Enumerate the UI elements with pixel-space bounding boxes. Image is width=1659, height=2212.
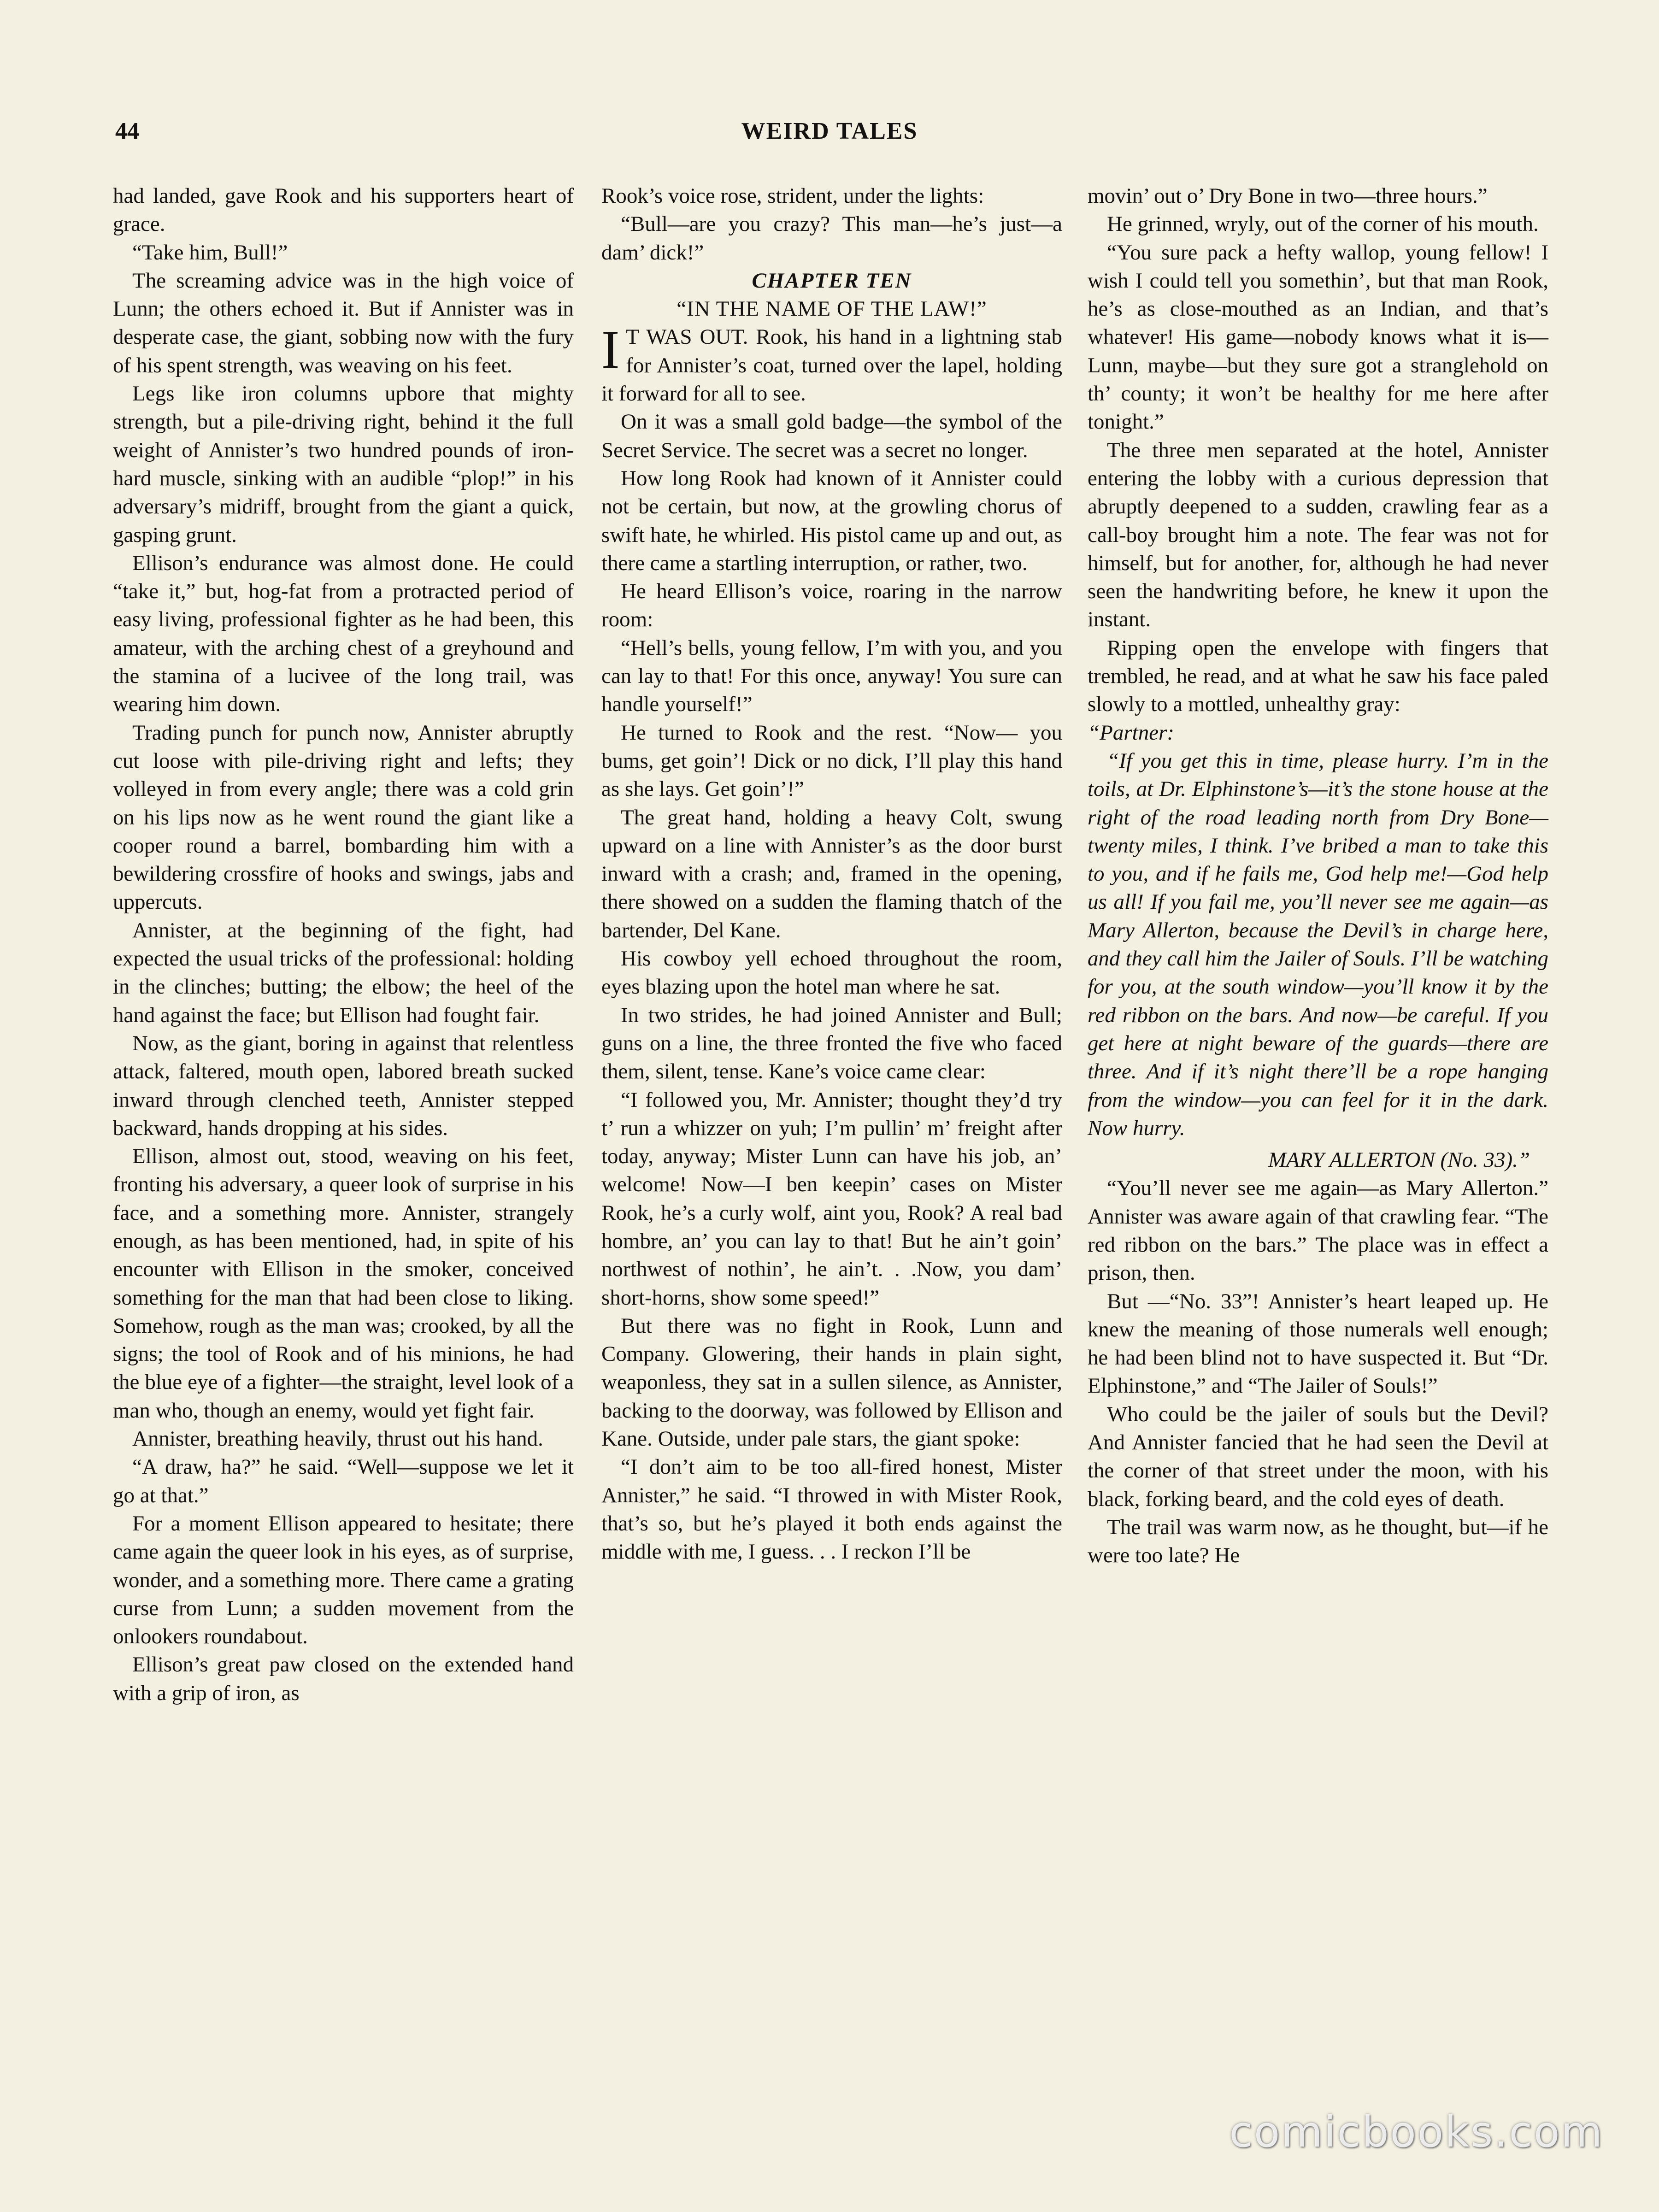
column-1	[113, 182, 574, 1707]
paragraph: But there was no fight in Rook, Lunn and Company. Glowering, their hands in plain sight, weaponless, they sat in a sullen silence, as Annister, backing to the doorway, was followed by Ellison and Kane. Outside, under pale stars, the giant spoke:	[601, 1313, 1062, 1451]
paragraph: The three men separated at the hotel, Annister entering the lobby with a curious depression that abruptly deepened to a sudden, crawling fear as a call-boy brought him a note. The fear was not for himself, but for another, for, although he had never seen the handwriting before, he knew it upon the instant.	[1088, 438, 1548, 632]
paragraph: “A draw, ha?” he said. “Well—suppose we let it go at that.”	[113, 1455, 574, 1507]
chapter-title: CHAPTER TEN	[752, 268, 912, 293]
paragraph: He grinned, wryly, out of the corner of his mouth.	[1107, 212, 1539, 236]
letter-salutation: “Partner:	[1088, 720, 1174, 745]
page-header	[115, 118, 1544, 154]
paragraph: “Hell’s bells, young fellow, I’m with you, and you can lay to that! For this once, anyway! You sure can handle yourself!”	[601, 635, 1062, 717]
column-2	[601, 182, 1062, 1566]
paragraph: On it was a small gold badge—the symbol of the Secret Service. The secret was a secret no longer.	[601, 410, 1062, 462]
opening-text: T WAS OUT. Rook, his hand in a lightning stab for Annister’s coat, turned over the lapel, holding it forward for all to see.	[601, 325, 1062, 406]
paragraph: He turned to Rook and the rest. “Now— you bums, get goin’! Dick or no dick, I’ll play this hand as she lays. Get goin’!”	[601, 720, 1062, 801]
paragraph: “Bull—are you crazy? This man—he’s just—a dam’ dick!”	[601, 212, 1062, 265]
paragraph: Legs like iron columns upbore that mighty strength, but a pile-driving right, behind it the full weight of Annister’s two hundred pounds of iron-hard muscle, sinking with an audible “plop!” in his adversary’s midriff, brought from the giant a quick, gasping grunt.	[113, 382, 574, 547]
paragraph: For a moment Ellison appeared to hesitate; there came again the queer look in his eyes, as of surprise, wonder, and a something more. There came a grating curse from Lunn; a sudden movement from the onlookers roundabout.	[113, 1511, 574, 1649]
letter-body: “If you get this in time, please hurry. I’m in the toils, at Dr. Elphinstone’s—it’s the stone house at the right of the road leading north from Dry Bone—twenty miles, I think. I’ve bribed a man to take this to you, and if he fails me, God help me!—God help us all! If you fail me, you’ll never see me again—as Mary Allerton, because the Devil’s in charge here, and they call him the Jailer of Souls. I’ll be watching for you, at the south window—you’ll know it by the red ribbon on the bars. And now—be careful. If you get here at night beware of the guards—there are three. And if it’s night there’ll be a rope hanging from the window—you can feel for it in the dark. Now hurry.	[1088, 748, 1548, 1140]
paragraph: In two strides, he had joined Annister and Bull; guns on a line, the three fronted the five who faced them, silent, tense. Kane’s voice came clear:	[601, 1003, 1062, 1084]
running-title: WEIRD TALES	[741, 118, 918, 144]
paragraph: How long Rook had known of it Annister could not be certain, but now, at the growling chorus of swift hate, he whirled. His pistol came up and out, as there came a startling interruption, or rather, two.	[601, 466, 1062, 575]
paragraph: Ellison’s endurance was almost done. He could “take it,” but, hog-fat from a protracted period of easy living, professional fighter as he had been, this amateur, with the arching chest of a greyhound and the stamina of a lucivee of the long trail, was wearing him down.	[113, 551, 574, 717]
paragraph: had landed, gave Rook and his supporters heart of grace.	[113, 184, 574, 236]
paragraph: Annister, breathing heavily, thrust out his hand.	[132, 1427, 543, 1451]
paragraph: “I don’t aim to be too all-fired honest, Mister Annister,” he said. “I throwed in with Mister Rook, that’s so, but he’s played it both ends against the middle with me, I guess. . . I reckon I’ll be	[601, 1455, 1062, 1564]
paragraph: “Take him, Bull!”	[132, 240, 288, 265]
paragraph: His cowboy yell echoed throughout the room, eyes blazing upon the hotel man where he sat.	[601, 947, 1062, 999]
paragraph: Trading punch for punch now, Annister abruptly cut loose with pile-driving right and lefts; they volleyed in from every angle; there was a cold grin on his lips now as he went round the giant like a cooper round a barrel, bombarding him with a bewildering crossfire of hooks and swings, jabs and uppercuts.	[113, 720, 574, 914]
paragraph: movin’ out o’ Dry Bone in two—three hours.”	[1088, 184, 1488, 208]
paragraph: Ellison’s great paw closed on the extended hand with a grip of iron, as	[113, 1653, 574, 1705]
paragraph: Now, as the giant, boring in against that relentless attack, faltered, mouth open, labored breath sucked inward through clenched teeth, Annister stepped backward, hands dropping at his sides.	[113, 1031, 574, 1140]
letter	[1088, 719, 1548, 1175]
paragraph: Annister, at the beginning of the fight, had expected the usual tricks of the professional: holding in the clinches; butting; the elbow; the heel of the hand against the face; but Ellison had fought fair.	[113, 918, 574, 1027]
paragraph: “I followed you, Mr. Annister; thought they’d try t’ run a whizzer on yuh; I’m pullin’ m’ freight after today, anyway; Mister Lunn can have his job, an’ welcome! Now—I ben keepin’ cases on Mister Rook, he’s a curly wolf, aint you, Rook? A real bad hombre, an’ you can lay to that! But he ain’t goin’ northwest of nothin’, he ain’t. . .Now, you dam’ short-horns, show some speed!”	[601, 1088, 1062, 1310]
watermark: comicbooks.com	[1229, 2107, 1604, 2157]
chapter-subtitle: “IN THE NAME OF THE LAW!”	[677, 297, 987, 321]
column-3	[1088, 182, 1548, 1570]
paragraph: But —“No. 33”! Annister’s heart leaped up. He knew the meaning of those numerals well enough; he had been blind not to have suspected it. But “Dr. Elphinstone,” and “The Jailer of Souls!”	[1088, 1289, 1548, 1398]
paragraph: The great hand, holding a heavy Colt, swung upward on a line with Annister’s as the door burst inward with a crash; and, framed in the opening, there showed on a sudden the flaming thatch of the bartender, Del Kane.	[601, 805, 1062, 942]
paragraph: He heard Ellison’s voice, roaring in the narrow room:	[601, 579, 1062, 632]
chapter-opening	[601, 319, 1062, 408]
paragraph: Who could be the jailer of souls but the Devil? And Annister fancied that he had seen the Devil at the corner of that street under the moon, with his black, forking beard, and the cold eyes of death.	[1088, 1402, 1548, 1511]
paragraph: Ellison, almost out, stood, weaving on his feet, fronting his adversary, a queer look of surprise in his face, and a something more. Annister, strangely enough, as has been mentioned, had, in spite of his encounter with Ellison in the smoker, conceived something for the man that had been close to liking. Somehow, rough as the man was; crooked, by all the signs; the tool of Rook and of his minions, he had the blue eye of a fighter—the straight, level look of a man who, though an enemy, would yet fight fair.	[113, 1144, 574, 1423]
page-number: 44	[115, 118, 139, 144]
paragraph: Ripping open the envelope with fingers that trembled, he read, and at what he saw his face paled slowly to a mottled, unhealthy gray:	[1088, 635, 1548, 717]
letter-signature: MARY ALLERTON (No. 33).”	[1268, 1148, 1530, 1172]
paragraph: The trail was warm now, as he thought, but—if he were too late? He	[1088, 1515, 1548, 1568]
paragraph: The screaming advice was in the high voice of Lunn; the others echoed it. But if Annister was in desperate case, the giant, sobbing now with the fury of his spent strength, was weaving on his feet.	[113, 268, 574, 377]
paragraph: “You sure pack a hefty wallop, young fellow! I wish I could tell you somethin’, but that man Rook, he’s as close-mouthed as an Indian, and that’s whatever! His game—nobody knows what it is—Lunn, maybe—but they sure got a stranglehold on th’ county; it won’t be healthy for me here after tonight.”	[1088, 240, 1548, 434]
paragraph: Rook’s voice rose, strident, under the lights:	[601, 184, 984, 208]
paragraph: “You’ll never see me again—as Mary Allerton.” Annister was aware again of that crawling fear. “The red ribbon on the bars.” The place was in effect a prison, then.	[1088, 1176, 1548, 1285]
drop-cap: I	[601, 319, 620, 380]
